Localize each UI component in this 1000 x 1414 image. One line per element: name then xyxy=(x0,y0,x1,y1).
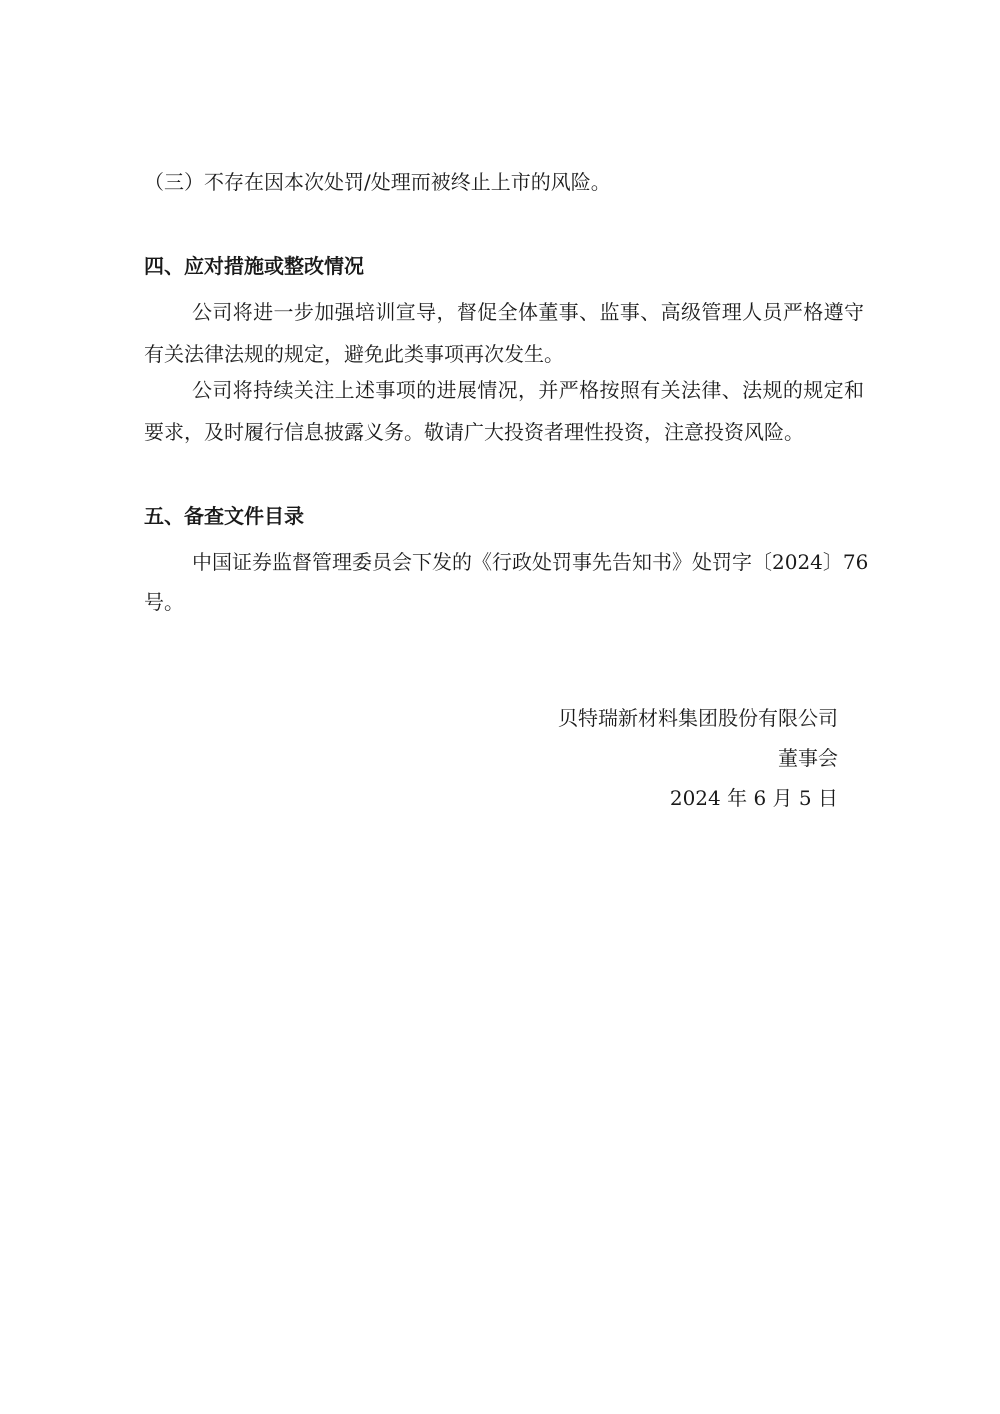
section-4-heading: 四、应对措施或整改情况 xyxy=(144,254,364,278)
section-4-para1-line1: 公司将进一步加强培训宣导，督促全体董事、监事、高级管理人员严格遵守 xyxy=(192,300,864,324)
signature-date: 2024 年 6 月 5 日 xyxy=(669,786,838,810)
section-4-para2-line1: 公司将持续关注上述事项的进展情况，并严格按照有关法律、法规的规定和 xyxy=(192,378,864,402)
section-4-para1-line2: 有关法律法规的规定，避免此类事项再次发生。 xyxy=(144,342,564,366)
section-5-para1-line1: 中国证券监督管理委员会下发的《行政处罚事先告知书》处罚字〔2024〕76 xyxy=(192,550,869,574)
signature-board: 董事会 xyxy=(778,746,838,770)
section-5-para1-line2: 号。 xyxy=(144,590,184,614)
section-4-para2-line2: 要求，及时履行信息披露义务。敬请广大投资者理性投资，注意投资风险。 xyxy=(144,420,804,444)
section-5-heading: 五、备查文件目录 xyxy=(144,504,304,528)
item-no-delisting-risk: （三）不存在因本次处罚/处理而被终止上市的风险。 xyxy=(144,170,611,194)
signature-company: 贝特瑞新材料集团股份有限公司 xyxy=(558,706,838,730)
